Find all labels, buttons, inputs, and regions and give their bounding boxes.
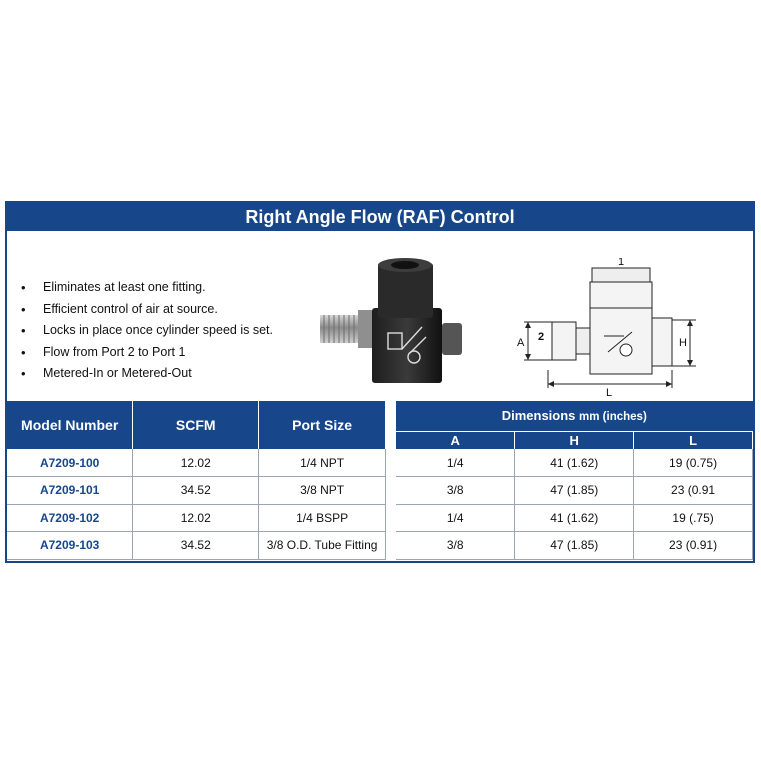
table-row [7, 504, 386, 532]
panel-title: Right Angle Flow (RAF) Control [7, 203, 753, 231]
feature-item: • Eliminates at least one fitting. [21, 277, 273, 299]
dim-a-cell: 1/4 [396, 449, 515, 477]
dim-a-cell: 3/8 [396, 477, 515, 505]
table-separator [386, 401, 396, 561]
port-size-cell: 1/4 BSPP [259, 504, 386, 532]
dim-a-cell: 1/4 [396, 504, 515, 532]
table-row [396, 449, 753, 477]
scfm-cell: 12.02 [133, 504, 259, 532]
dim-l-cell: 23 (0.91) [634, 532, 753, 560]
col-header-model: Model Number [7, 401, 133, 449]
feature-item: • Metered-In or Metered-Out [21, 363, 273, 385]
table-row [7, 532, 386, 560]
port-size-cell: 1/4 NPT [259, 449, 386, 477]
dimensions-units: mm (inches) [579, 411, 647, 424]
table-row [396, 504, 753, 532]
dimensions-table [396, 401, 753, 560]
dimensions-header [396, 401, 753, 431]
scfm-cell: 12.02 [133, 449, 259, 477]
scfm-cell: 34.52 [133, 477, 259, 505]
port-2-label: 2 [538, 331, 545, 343]
col-header-scfm: SCFM [133, 401, 259, 449]
col-header-a: A [396, 431, 515, 449]
dim-l-cell: 23 (0.91 [634, 477, 753, 505]
model-table [7, 401, 386, 560]
table-row [396, 532, 753, 560]
port-size-cell: 3/8 O.D. Tube Fitting [259, 532, 386, 560]
port-size-cell: 3/8 NPT [259, 477, 386, 505]
model-number-cell: A7209-103 [7, 532, 133, 560]
scfm-cell: 34.52 [133, 532, 259, 560]
product-panel [5, 201, 755, 563]
feature-item: • Flow from Port 2 to Port 1 [21, 342, 273, 364]
dim-l-cell: 19 (.75) [634, 504, 753, 532]
table-row [396, 477, 753, 505]
dim-h-cell: 47 (1.85) [515, 477, 634, 505]
feature-list [21, 277, 273, 385]
col-header-port-size: Port Size [259, 401, 386, 449]
model-number-cell: A7209-102 [7, 504, 133, 532]
dim-h-cell: 41 (1.62) [515, 449, 634, 477]
dimensions-title: Dimensions [501, 408, 576, 424]
col-header-l: L [634, 431, 753, 449]
feature-item: • Locks in place once cylinder speed is set. [21, 320, 273, 342]
dim-a-label: A [517, 337, 525, 349]
dim-h-cell: 41 (1.62) [515, 504, 634, 532]
col-header-h: H [515, 431, 634, 449]
dimension-drawing [512, 258, 712, 398]
dim-l-cell: 19 (0.75) [634, 449, 753, 477]
table-row [7, 477, 386, 505]
port-1-label: 1 [618, 258, 625, 268]
feature-item: • Efficient control of air at source. [21, 299, 273, 321]
table-row [7, 449, 386, 477]
dim-a-cell: 3/8 [396, 532, 515, 560]
product-photo [310, 253, 470, 388]
model-number-cell: A7209-101 [7, 477, 133, 505]
model-number-cell: A7209-100 [7, 449, 133, 477]
dim-l-label: L [606, 387, 613, 398]
dim-h-label: H [679, 337, 687, 349]
dim-h-cell: 47 (1.85) [515, 532, 634, 560]
